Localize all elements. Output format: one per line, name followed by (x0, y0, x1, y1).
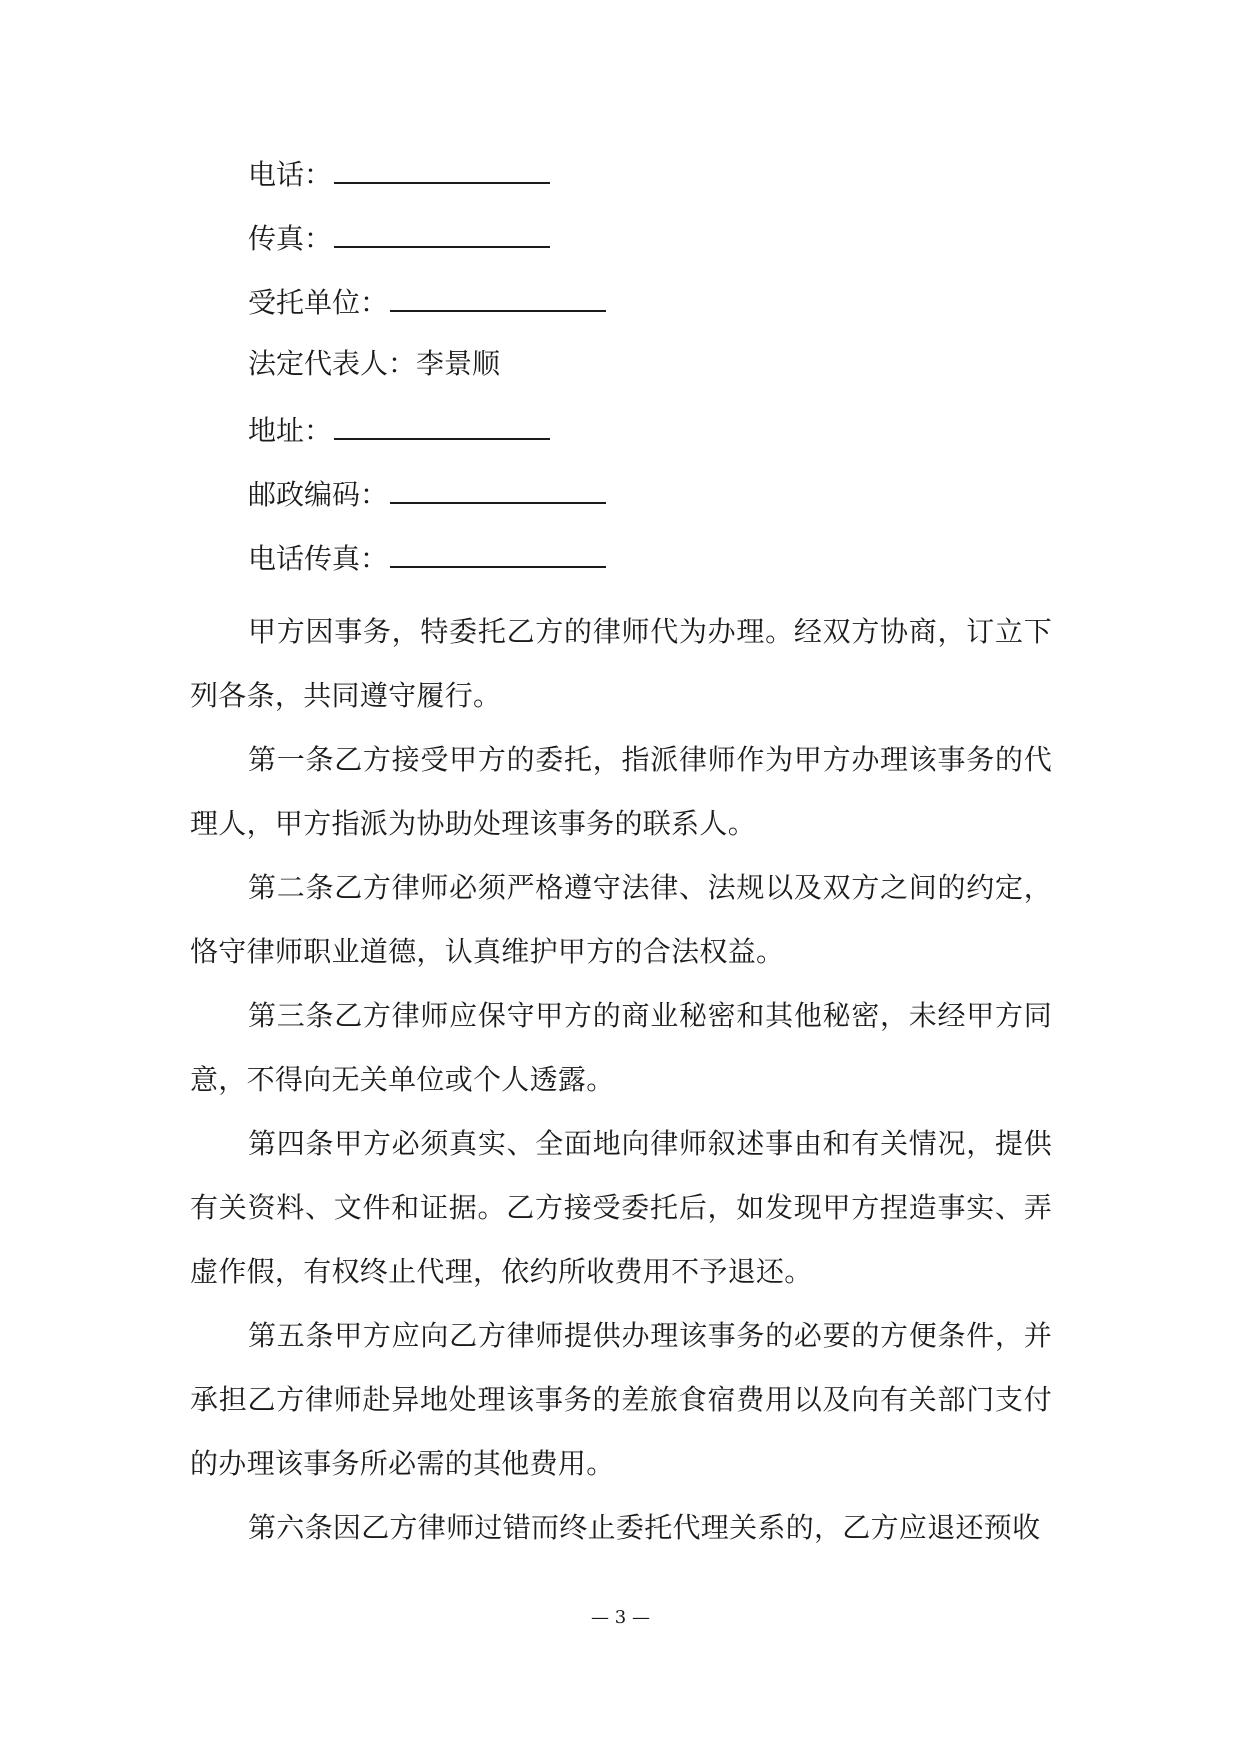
field-trustee-unit (190, 280, 1052, 320)
field-label: 传真： (248, 222, 333, 255)
field-label: 受托单位： (248, 286, 389, 319)
blank-line (334, 216, 550, 248)
paragraph-article-4: 第四条甲方必须真实、全面地向律师叙述事由和有关情况，提供有关资料、文件和证据。乙方接受委托后，如发现甲方捏造事实、弄虚作假，有权终止代理，依约所收费用不予退还。 (190, 1127, 1052, 1288)
field-label: 电话传真： (248, 542, 389, 575)
field-postal-code (190, 472, 1052, 512)
paragraph-article-1: 第一条乙方接受甲方的委托，指派律师作为甲方办理该事务的代理人，甲方指派为协助处理该事务的联系人。 (190, 743, 1052, 840)
blank-line (390, 280, 606, 312)
paragraph-article-3: 第三条乙方律师应保守甲方的商业秘密和其他秘密，未经甲方同意，不得向无关单位或个人透露。 (190, 999, 1052, 1096)
field-fax (190, 216, 1052, 256)
field-value: 李景顺 (416, 347, 501, 380)
paragraph-intro: 甲方因事务，特委托乙方的律师代为办理。经双方协商，订立下列各条，共同遵守履行。 (190, 615, 1052, 712)
field-legal-representative (190, 344, 1052, 384)
document-body (190, 152, 1052, 1560)
blank-line (390, 536, 606, 568)
field-phone (190, 152, 1052, 192)
paragraph-article-6: 第六条因乙方律师过错而终止委托代理关系的，乙方应退还预收 (248, 1511, 1041, 1544)
page-number: — 3 — (591, 1607, 650, 1628)
field-label: 法定代表人： (248, 347, 417, 380)
field-label: 地址： (248, 414, 333, 447)
blank-line (334, 408, 550, 440)
blank-line (390, 472, 606, 504)
paragraph-article-5: 第五条甲方应向乙方律师提供办理该事务的必要的方便条件，并承担乙方律师赴异地处理该事务的差旅食宿费用以及向有关部门支付的办理该事务所必需的其他费用。 (190, 1319, 1052, 1480)
blank-line (334, 152, 550, 184)
field-label: 邮政编码： (248, 478, 389, 511)
paragraph-article-2: 第二条乙方律师必须严格遵守法律、法规以及双方之间的约定，恪守律师职业道德，认真维护甲方的合法权益。 (190, 871, 1052, 968)
field-label: 电话： (248, 158, 333, 191)
field-address (190, 408, 1052, 448)
field-phone-fax (190, 536, 1052, 576)
